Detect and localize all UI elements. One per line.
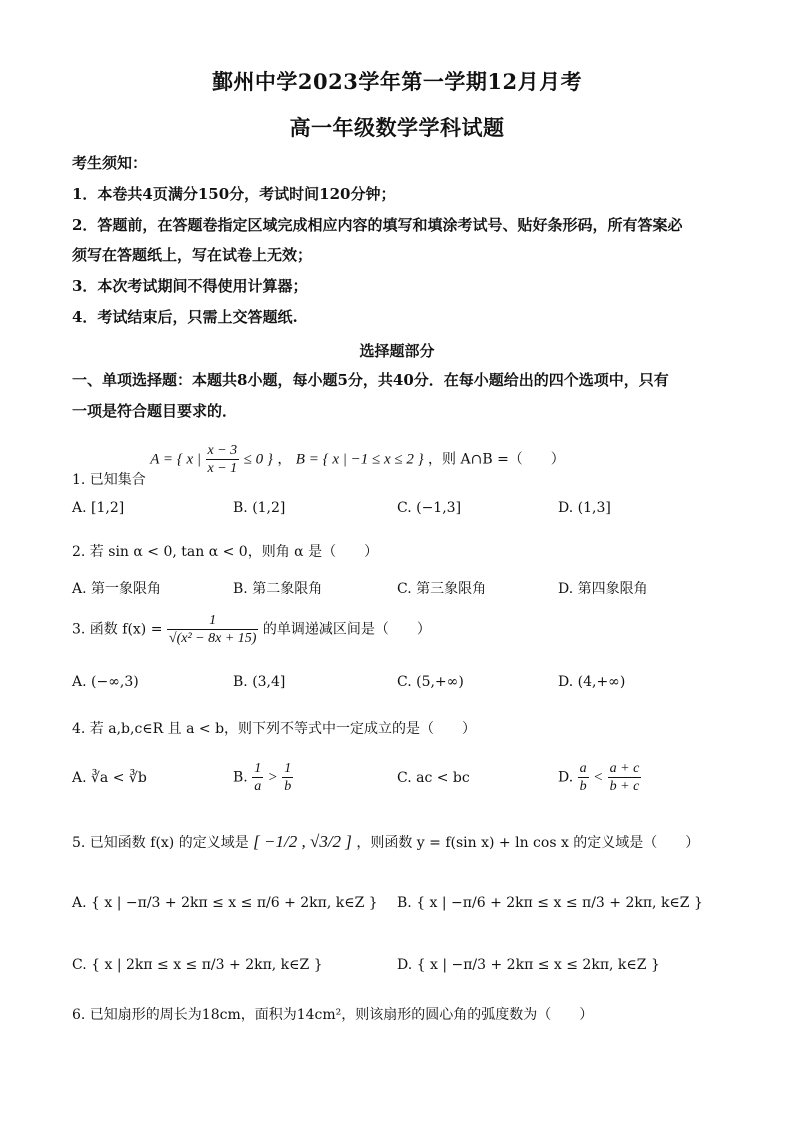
q1-option-d[interactable]: D. (1,3] — [558, 500, 611, 516]
question-2-stem: 2. 若 sin α < 0, tan α < 0，则角 α 是（ ） — [72, 544, 379, 560]
notice-item-2a: 2．答题前，在答题卷指定区域完成相应内容的填写和填涂考试号、贴好条形码，所有答案必 — [72, 216, 683, 234]
q5-option-b[interactable]: B. { x | −π/6 + 2kπ ≤ x ≤ π/3 + 2kπ, k∈Z } — [397, 895, 703, 911]
q3-frac-num: 1 — [167, 612, 259, 630]
q2-option-b[interactable]: B. 第二象限角 — [233, 581, 323, 597]
q5-option-d[interactable]: D. { x | −π/3 + 2kπ ≤ x ≤ 2kπ, k∈Z } — [397, 957, 660, 973]
q4-option-a[interactable]: A. ∛a < ∛b — [72, 770, 147, 786]
notice-item-1: 1．本卷共4页满分150分，考试时间120分钟； — [72, 185, 396, 203]
question-4-stem: 4. 若 a,b,c∈R 且 a < b，则下列不等式中一定成立的是（ ） — [72, 721, 477, 737]
question-5-stem — [72, 832, 699, 852]
q5-lead: 5. 已知函数 f(x) 的定义域是 — [72, 835, 249, 851]
q4-option-b[interactable] — [233, 760, 293, 795]
q4-b-frac-1 — [252, 760, 263, 795]
q1-set-a-fraction — [206, 442, 240, 477]
q1-frac-num: x − 3 — [207, 443, 238, 458]
q5-option-c[interactable]: C. { x | 2kπ ≤ x ≤ π/3 + 2kπ, k∈Z } — [72, 957, 323, 973]
q4-d-frac-1 — [578, 760, 589, 795]
q1-tail: ，则 A∩B =（ ） — [428, 451, 565, 468]
notice-item-2b: 须写在答题纸上，写在试卷上无效； — [72, 246, 313, 264]
question-1-stem — [72, 442, 565, 488]
part-title: 选择题部分 — [359, 342, 435, 360]
q5-option-a[interactable]: A. { x | −π/3 + 2kπ ≤ x ≤ π/6 + 2kπ, k∈Z } — [72, 895, 378, 911]
q2-option-c[interactable]: C. 第三象限角 — [397, 581, 487, 597]
question-6-stem: 6. 已知扇形的周长为18cm，面积为14cm²，则该扇形的圆心角的弧度数为（ ） — [72, 1007, 594, 1023]
q3-frac-den: √(x² − 8x + 15) — [168, 631, 257, 646]
q4-b-den2: b — [284, 779, 292, 794]
q1-option-c[interactable]: C. (−1,3] — [397, 500, 462, 516]
notice-item-4: 4．考试结束后，只需上交答题纸. — [72, 308, 298, 326]
q1-frac-den: x − 1 — [207, 461, 238, 476]
q1-sep: ， — [277, 451, 292, 468]
q1-set-a-left: A = { x | — [150, 451, 202, 468]
q4-option-b-label: B. — [233, 769, 248, 786]
q4-b-op: > — [267, 769, 278, 786]
q4-d-num1: a — [579, 761, 587, 776]
q4-option-c[interactable]: C. ac < bc — [397, 770, 470, 786]
q2-option-a[interactable]: A. 第一象限角 — [72, 581, 162, 597]
section-intro-a: 一、单项选择题：本题共8小题，每小题5分，共40分．在每小题给出的四个选项中，只有 — [72, 371, 669, 389]
q4-option-d[interactable] — [558, 760, 641, 795]
q1-lead: 1. 已知集合 — [72, 471, 146, 488]
q3-lead: 3. 函数 f(x) = — [72, 621, 163, 638]
q4-d-num2: a + c — [609, 761, 640, 776]
question-3-stem — [72, 612, 431, 647]
q4-d-op: < — [593, 769, 604, 786]
exam-subtitle: 高一年级数学学科试题 — [289, 115, 505, 140]
notice-item-3: 3．本次考试期间不得使用计算器； — [72, 277, 308, 295]
q4-d-den2: b + c — [609, 779, 640, 794]
q3-option-d[interactable]: D. (4,+∞) — [558, 674, 626, 690]
q1-option-a[interactable]: A. [1,2] — [72, 500, 125, 516]
q4-b-num2: 1 — [284, 761, 292, 776]
q5-domain: [ −1/2 , √3/2 ] — [253, 832, 352, 851]
exam-title: 鄞州中学2023学年第一学期12月月考 — [211, 69, 583, 94]
q1-set-a-right: ≤ 0 } — [243, 451, 273, 468]
q4-b-num1: 1 — [254, 761, 262, 776]
q3-option-b[interactable]: B. (3,4] — [233, 674, 286, 690]
q3-option-c[interactable]: C. (5,+∞) — [397, 674, 464, 690]
q4-d-frac-2 — [608, 760, 642, 795]
q4-b-frac-2 — [282, 760, 293, 795]
q5-tail: ，则函数 y = f(sin x) + ln cos x 的定义域是（ ） — [356, 835, 700, 851]
notice-heading: 考生须知： — [72, 154, 148, 172]
q4-option-d-label: D. — [558, 769, 574, 786]
q3-tail: 的单调递减区间是（ ） — [262, 621, 431, 638]
q2-option-d[interactable]: D. 第四象限角 — [558, 581, 648, 597]
q3-fraction — [167, 612, 259, 647]
q4-b-den1: a — [254, 779, 262, 794]
q4-d-den1: b — [579, 779, 587, 794]
q1-set-b: B = { x | −1 ≤ x ≤ 2 } — [295, 451, 424, 468]
q1-option-b[interactable]: B. (1,2] — [233, 500, 286, 516]
q3-option-a[interactable]: A. (−∞,3) — [72, 674, 139, 690]
section-intro-b: 一项是符合题目要求的． — [72, 402, 238, 420]
